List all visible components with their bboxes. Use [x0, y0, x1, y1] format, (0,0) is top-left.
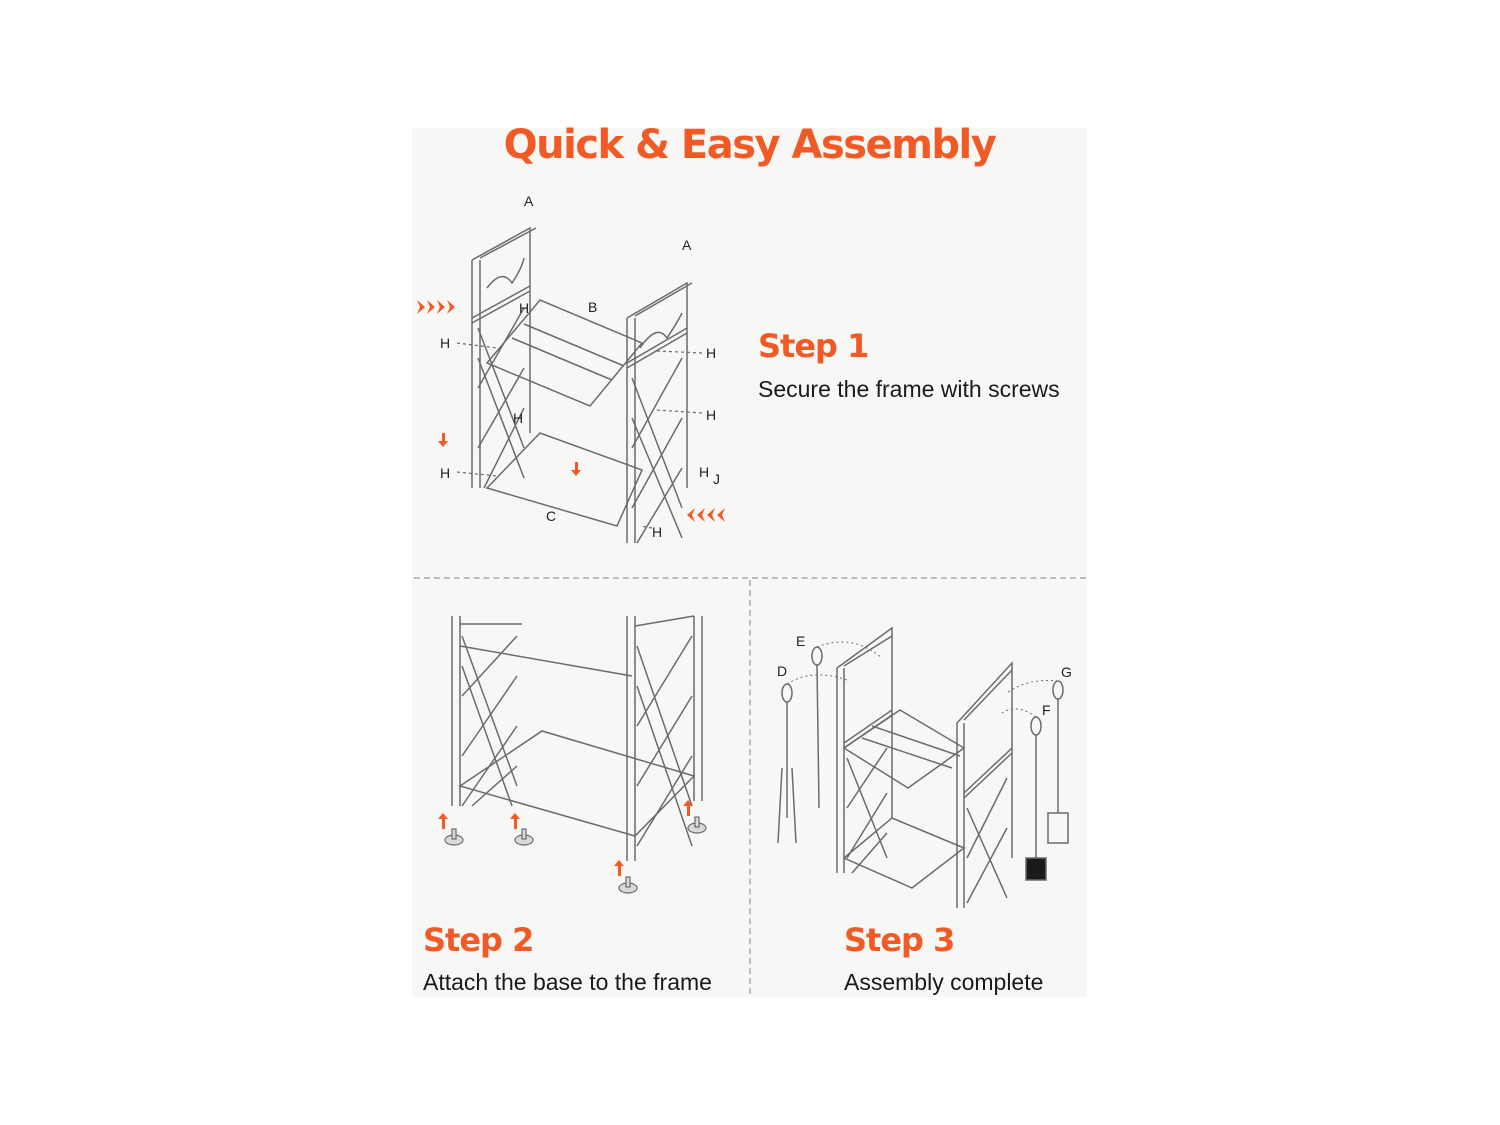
label-h-5: H — [513, 410, 524, 426]
vertical-divider — [749, 580, 751, 994]
step3-title: Step 3 — [844, 921, 955, 959]
label-j: J — [713, 471, 720, 487]
label-a-left: A — [524, 193, 534, 209]
label-a-right: A — [682, 237, 692, 253]
label-d: D — [777, 663, 788, 679]
label-h-8: H — [652, 524, 663, 540]
step3-description: Assembly complete — [844, 969, 1044, 995]
label-h-6: H — [440, 465, 451, 481]
label-b: B — [588, 299, 598, 315]
label-c: C — [546, 508, 557, 524]
assembly-panel — [412, 122, 1087, 997]
label-f: F — [1042, 702, 1051, 718]
step3-illustration — [772, 618, 1082, 918]
step1-description: Secure the frame with screws — [758, 376, 1060, 402]
label-h-1: H — [440, 335, 451, 351]
label-h-2: H — [519, 300, 530, 316]
step2-illustration — [432, 616, 732, 901]
step2-description: Attach the base to the frame — [423, 969, 712, 995]
label-e: E — [796, 633, 806, 649]
step2-title: Step 2 — [423, 921, 534, 959]
page-title: Quick & Easy Assembly — [503, 122, 996, 168]
label-h-3: H — [706, 345, 717, 361]
horizontal-divider — [414, 577, 1086, 579]
label-h-4: H — [706, 407, 717, 423]
label-h-7: H — [699, 464, 710, 480]
label-g: G — [1061, 664, 1072, 680]
step1-title: Step 1 — [758, 327, 869, 365]
step3-part-labels — [777, 633, 1072, 718]
step1-illustration — [412, 188, 752, 548]
